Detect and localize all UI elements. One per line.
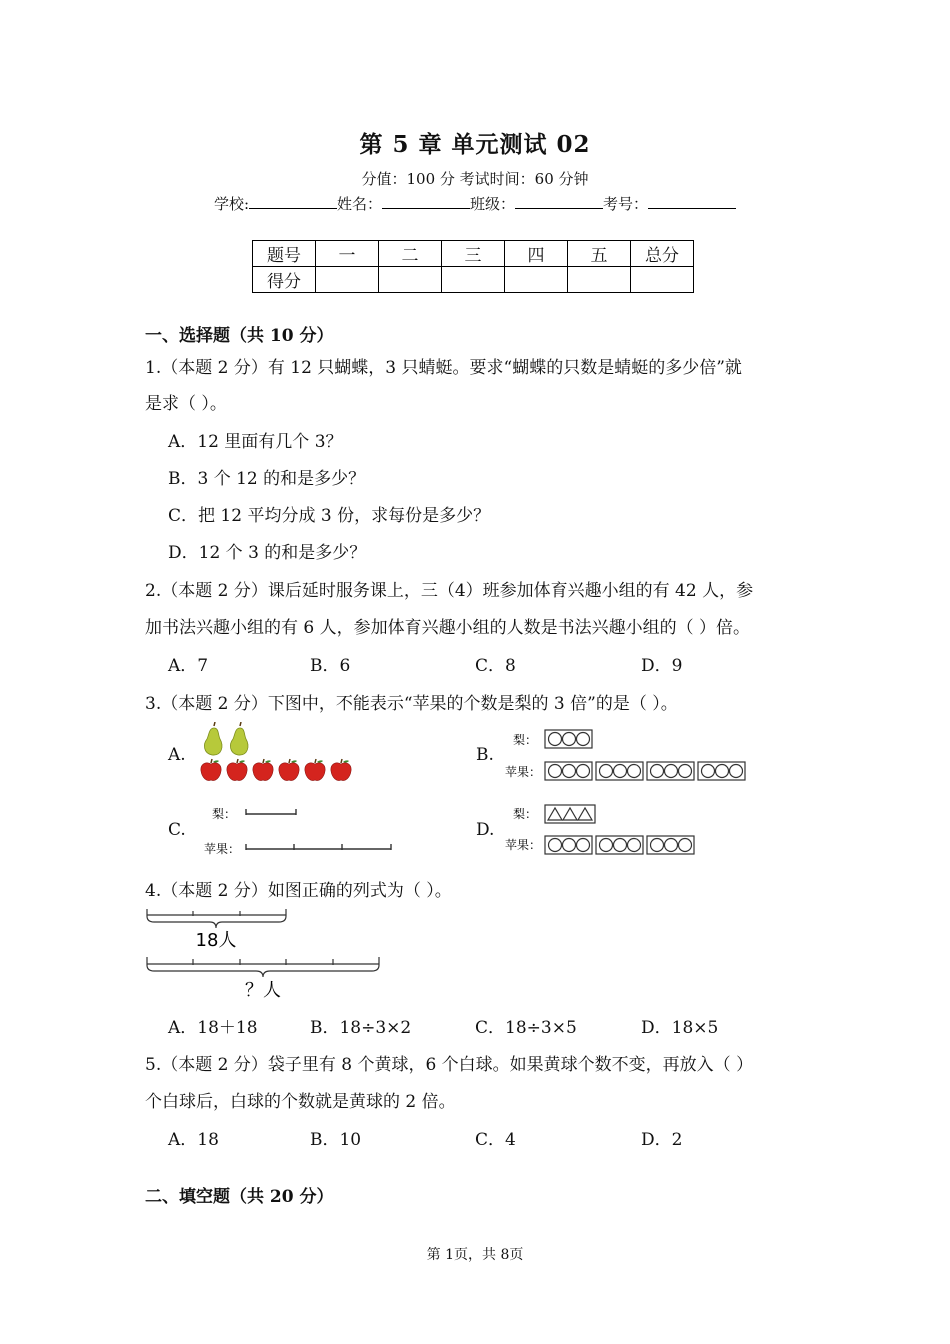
q1-text-line2: 是求（ ）。 bbox=[145, 394, 227, 414]
score-cell[interactable] bbox=[316, 267, 379, 293]
school-blank[interactable] bbox=[249, 194, 337, 209]
circle-group-3 bbox=[647, 836, 694, 854]
q3-option-d-figure bbox=[505, 803, 705, 859]
q5-option-c[interactable]: C．4 bbox=[475, 1130, 516, 1150]
circle-group-2 bbox=[596, 762, 643, 780]
class-label: 班级： bbox=[470, 195, 516, 213]
brace-bottom bbox=[147, 965, 379, 977]
page-footer: 第 1页，共 8页 bbox=[426, 1247, 524, 1263]
q2-text-line1: 2.（本题 2 分）课后延时服务课上，三（4）班参加体育兴趣小组的有 42 人，参 bbox=[145, 581, 754, 601]
pear-icon bbox=[204, 722, 221, 755]
q3-option-b[interactable]: B. bbox=[476, 745, 494, 765]
q3-option-d[interactable]: D. bbox=[476, 820, 495, 840]
score-cell[interactable] bbox=[442, 267, 505, 293]
triangle-icon bbox=[548, 808, 562, 820]
score-header-cell: 总分 bbox=[631, 241, 694, 267]
circle-group-1 bbox=[545, 836, 592, 854]
score-cell[interactable] bbox=[505, 267, 568, 293]
id-label: 考号： bbox=[603, 195, 649, 213]
q2-option-d[interactable]: D．9 bbox=[641, 656, 683, 676]
apple-icon bbox=[331, 759, 351, 781]
q3-option-c-figure bbox=[196, 802, 396, 858]
score-cell[interactable] bbox=[379, 267, 442, 293]
apple-icon bbox=[279, 759, 299, 781]
label-unknown-people: ？人 bbox=[245, 980, 281, 1001]
score-cell[interactable] bbox=[631, 267, 694, 293]
score-header-cell: 五 bbox=[568, 241, 631, 267]
apple-label: 苹果： bbox=[203, 842, 240, 856]
q5-text-line1: 5.（本题 2 分）袋子里有 8 个黄球，6 个白球。如果黄球个数不变，再放入（ ） bbox=[145, 1055, 754, 1075]
apple-icon bbox=[227, 759, 247, 781]
q1-text-line1: 1.（本题 2 分）有 12 只蝴蝶，3 只蜻蜓。要求“蝴蝶的只数是蜻蜓的多少倍”就 bbox=[145, 358, 742, 378]
circle-group-4 bbox=[698, 762, 745, 780]
class-blank[interactable] bbox=[515, 194, 603, 209]
apple-icon bbox=[201, 759, 221, 781]
q5-text-line2: 个白球后，白球的个数就是黄球的 2 倍。 bbox=[145, 1092, 456, 1112]
circle-group-2 bbox=[596, 836, 643, 854]
q4-option-d[interactable]: D．18×5 bbox=[641, 1018, 719, 1038]
page-title: 第 5 章 单元测试 02 bbox=[359, 131, 591, 158]
q4-option-b[interactable]: B．18÷3×2 bbox=[310, 1018, 412, 1038]
apple-label: 苹果： bbox=[505, 765, 541, 779]
score-header-cell: 一 bbox=[316, 241, 379, 267]
score-header-cell: 二 bbox=[379, 241, 442, 267]
brace-top bbox=[147, 916, 286, 928]
q1-option-b[interactable]: B．3 个 12 的和是多少？ bbox=[168, 469, 366, 489]
circle-icon bbox=[549, 733, 562, 746]
q3-option-c[interactable]: C. bbox=[168, 820, 186, 840]
score-header-cell: 题号 bbox=[253, 241, 316, 267]
exam-meta: 分值：100 分 考试时间：60 分钟 bbox=[361, 170, 589, 188]
q3-option-b-figure bbox=[505, 728, 755, 784]
id-blank[interactable] bbox=[648, 194, 736, 209]
label-18-people: 18人 bbox=[195, 930, 237, 951]
q5-option-b[interactable]: B．10 bbox=[310, 1130, 362, 1150]
q5-option-a[interactable]: A．18 bbox=[168, 1130, 219, 1150]
section-1-title: 一、选择题（共 10 分） bbox=[145, 326, 334, 346]
score-header-cell: 三 bbox=[442, 241, 505, 267]
school-label: 学校: bbox=[213, 195, 249, 213]
name-blank[interactable] bbox=[382, 194, 470, 209]
q2-option-a[interactable]: A．7 bbox=[168, 656, 209, 676]
q4-option-c[interactable]: C．18÷3×5 bbox=[475, 1018, 577, 1038]
name-label: 姓名： bbox=[337, 195, 383, 213]
apple-icon bbox=[253, 759, 273, 781]
q5-option-d[interactable]: D．2 bbox=[641, 1130, 683, 1150]
student-info-line bbox=[0, 193, 950, 214]
q2-option-b[interactable]: B．6 bbox=[310, 656, 351, 676]
pear-label: 梨： bbox=[512, 733, 537, 747]
q3-text-line1: 3.（本题 2 分）下图中，不能表示“苹果的个数是梨的 3 倍”的是（ ）。 bbox=[145, 694, 678, 714]
score-header-row bbox=[253, 241, 694, 267]
q4-option-a[interactable]: A．18＋18 bbox=[168, 1018, 258, 1038]
apple-icon bbox=[305, 759, 325, 781]
q3-option-a-figure bbox=[198, 722, 358, 788]
score-value-row bbox=[253, 267, 694, 293]
pear-icon bbox=[230, 722, 247, 755]
score-cell[interactable] bbox=[568, 267, 631, 293]
q4-segment-diagram bbox=[140, 904, 390, 1004]
pear-label: 梨： bbox=[512, 807, 537, 821]
pear-label: 梨： bbox=[211, 807, 236, 821]
score-header-cell: 四 bbox=[505, 241, 568, 267]
triangle-icon bbox=[563, 808, 577, 820]
circle-group-1 bbox=[545, 762, 592, 780]
q2-text-line2: 加书法兴趣小组的有 6 人，参加体育兴趣小组的人数是书法兴趣小组的（ ）倍。 bbox=[145, 618, 751, 638]
circle-icon bbox=[563, 733, 576, 746]
q1-option-a[interactable]: A．12 里面有几个 3？ bbox=[168, 432, 343, 452]
triangle-icon bbox=[578, 808, 592, 820]
section-2-title: 二、填空题（共 20 分） bbox=[145, 1187, 334, 1207]
q2-option-c[interactable]: C．8 bbox=[475, 656, 516, 676]
circle-group-3 bbox=[647, 762, 694, 780]
circle-icon bbox=[577, 733, 590, 746]
q3-option-a[interactable]: A. bbox=[168, 745, 186, 765]
q1-option-c[interactable]: C．把 12 平均分成 3 份，求每份是多少？ bbox=[168, 506, 491, 526]
q1-option-d[interactable]: D．12 个 3 的和是多少？ bbox=[168, 543, 367, 563]
q4-text-line1: 4.（本题 2 分）如图正确的列式为（ ）。 bbox=[145, 881, 452, 901]
score-table bbox=[252, 240, 694, 293]
score-row-label: 得分 bbox=[253, 267, 316, 293]
apple-label: 苹果： bbox=[505, 838, 541, 852]
